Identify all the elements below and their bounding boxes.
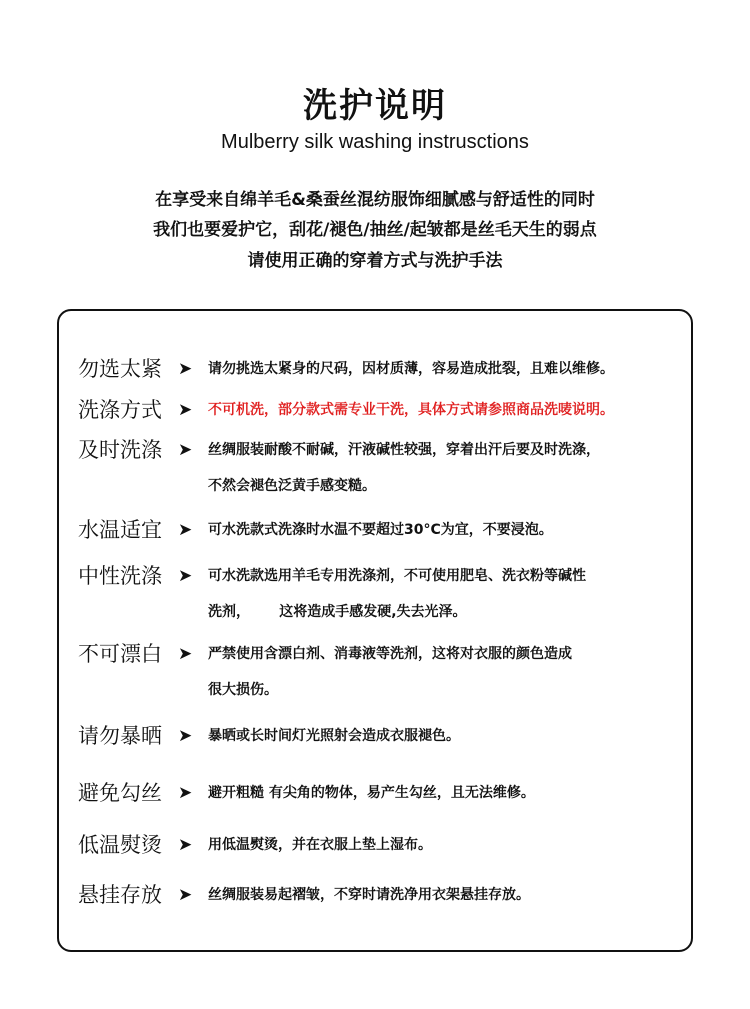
arrow-icon: ➤	[178, 726, 193, 746]
intro-line-2: 我们也要爱护它，刮花/褪色/抽丝/起皱都是丝毛天生的弱点	[153, 220, 597, 240]
care-item-heading: 悬挂存放	[78, 883, 162, 907]
care-item-text-continued: 很大损伤。	[208, 682, 278, 698]
arrow-icon: ➤	[178, 644, 193, 664]
page-title: 洗护说明	[303, 86, 447, 126]
arrow-icon: ➤	[178, 566, 193, 586]
care-item-heading: 勿选太紧	[78, 357, 162, 381]
care-item-text: 暴晒或长时间灯光照射会造成衣服褪色。	[208, 728, 460, 744]
care-item-text-continued: 不然会褪色泛黄手感变糙。	[208, 478, 376, 494]
arrow-icon: ➤	[178, 359, 193, 379]
care-item-text: 可水洗款式洗涤时水温不要超过30°C为宜，不要浸泡。	[208, 522, 553, 538]
page-subtitle: Mulberry silk washing instrusctions	[221, 131, 529, 153]
intro-line-1: 在享受来自绵羊毛&桑蚕丝混纺服饰细腻感与舒适性的同时	[155, 190, 595, 210]
care-item-text: 可水洗款选用羊毛专用洗涤剂，不可使用肥皂、洗衣粉等碱性	[208, 568, 586, 584]
care-item-text: 丝绸服装耐酸不耐碱，汗液碱性较强，穿着出汗后要及时洗涤，	[208, 442, 600, 458]
care-item-text: 避开粗糙 有尖角的物体，易产生勾丝，且无法维修。	[208, 785, 535, 801]
care-item-text: 用低温熨烫，并在衣服上垫上湿布。	[208, 837, 432, 853]
arrow-icon: ➤	[178, 520, 193, 540]
care-item-heading: 洗涤方式	[78, 398, 162, 422]
arrow-icon: ➤	[178, 835, 193, 855]
arrow-icon: ➤	[178, 440, 193, 460]
care-item-text: 严禁使用含漂白剂、消毒液等洗剂，这将对衣服的颜色造成	[208, 646, 572, 662]
care-item-heading: 低温熨烫	[78, 833, 162, 857]
care-item-text: 不可机洗，部分款式需专业干洗，具体方式请参照商品洗唛说明。	[208, 402, 614, 418]
arrow-icon: ➤	[178, 783, 193, 803]
care-item-text-continued: 洗剂， 这将造成手感发硬,失去光泽。	[208, 604, 467, 620]
care-item-heading: 及时洗涤	[78, 438, 162, 462]
care-item-text: 丝绸服装易起褶皱，不穿时请洗净用衣架悬挂存放。	[208, 887, 530, 903]
care-item-text: 请勿挑选太紧身的尺码，因材质薄，容易造成批裂，且难以维修。	[208, 361, 614, 377]
care-item-heading: 不可漂白	[78, 642, 162, 666]
care-item-heading: 中性洗涤	[78, 564, 162, 588]
care-item-heading: 请勿暴晒	[78, 724, 162, 748]
care-item-heading: 避免勾丝	[78, 781, 162, 805]
care-item-heading: 水温适宜	[78, 518, 162, 542]
arrow-icon: ➤	[178, 400, 193, 420]
intro-line-3: 请使用正确的穿着方式与洗护手法	[247, 251, 503, 271]
arrow-icon: ➤	[178, 885, 193, 905]
